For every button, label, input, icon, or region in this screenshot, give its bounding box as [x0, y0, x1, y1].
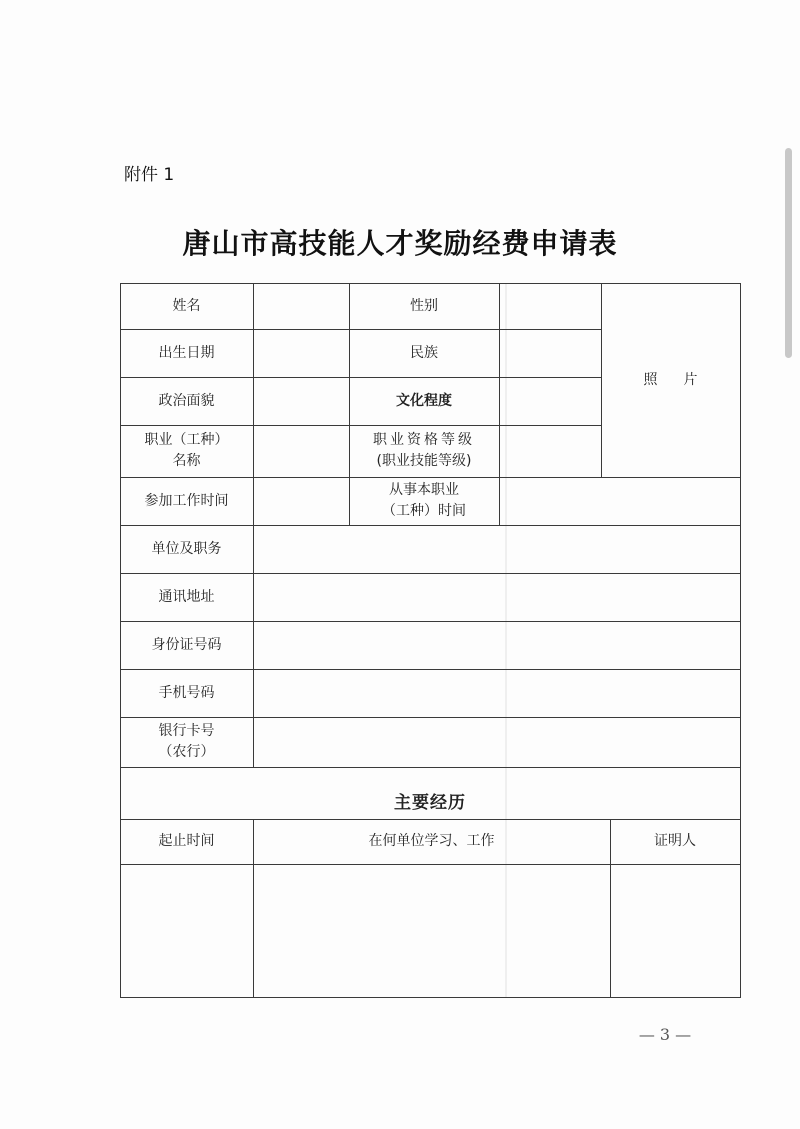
page-number: — 3 — [638, 1025, 692, 1044]
birth-date-field[interactable] [253, 329, 349, 377]
work-start-field[interactable] [253, 477, 349, 525]
qualification-label-line2: (职业技能等级) [376, 453, 472, 469]
bank-card-label [120, 717, 253, 767]
political-status-field[interactable] [253, 377, 349, 425]
address-label: 通讯地址 [158, 588, 215, 605]
qualification-field[interactable] [499, 425, 601, 477]
scrollbar-thumb[interactable] [785, 148, 792, 358]
bank-card-field[interactable] [253, 717, 740, 767]
photo-label-char1: 照 [643, 371, 658, 388]
form-title: 唐山市高技能人才奖励经费申请表 [182, 227, 618, 260]
education-label: 文化程度 [396, 392, 452, 409]
political-status-label: 政治面貌 [158, 392, 215, 409]
experience-witness-field[interactable] [610, 864, 740, 997]
gender-field[interactable] [499, 283, 601, 329]
phone-field[interactable] [253, 669, 740, 717]
unit-position-field[interactable] [253, 525, 740, 573]
photo-label-char2: 片 [683, 371, 698, 388]
experience-col-period: 起止时间 [158, 833, 215, 849]
occupation-label-line1: 职业（工种） [144, 432, 229, 448]
occupation-field[interactable] [253, 425, 349, 477]
phone-label: 手机号码 [158, 684, 215, 701]
table-border-right [740, 283, 741, 998]
career-time-field[interactable] [499, 477, 740, 525]
ethnicity-label: 民族 [410, 344, 438, 361]
occupation-label-line2: 名称 [172, 453, 201, 469]
bank-card-label-line2: （农行） [158, 744, 215, 760]
education-field[interactable] [499, 377, 601, 425]
qualification-label-line1: 职业资格等级 [373, 432, 475, 448]
work-start-label: 参加工作时间 [144, 492, 229, 509]
bank-card-label-line1: 银行卡号 [158, 723, 215, 739]
experience-col-witness: 证明人 [654, 833, 696, 849]
application-form-table [120, 283, 741, 998]
experience-where-field[interactable] [253, 864, 610, 997]
name-label: 姓名 [172, 297, 201, 314]
address-field[interactable] [253, 573, 740, 621]
name-field[interactable] [253, 283, 349, 329]
photo-box[interactable] [601, 283, 740, 477]
table-border-bottom [120, 997, 741, 998]
birth-date-label: 出生日期 [158, 344, 215, 361]
gender-label: 性别 [410, 297, 438, 314]
experience-section-title: 主要经历 [394, 792, 466, 813]
experience-period-field[interactable] [120, 864, 253, 997]
career-time-label-line1: 从事本职业 [389, 482, 459, 498]
experience-col-where: 在何单位学习、工作 [368, 833, 495, 849]
id-number-field[interactable] [253, 621, 740, 669]
occupation-label [120, 425, 253, 477]
qualification-label [349, 425, 499, 477]
attachment-label: 附件 1 [124, 165, 175, 185]
career-time-label [349, 477, 499, 525]
id-number-label: 身份证号码 [151, 636, 222, 653]
ethnicity-field[interactable] [499, 329, 601, 377]
career-time-label-line2: （工种）时间 [382, 503, 466, 519]
unit-position-label: 单位及职务 [151, 540, 222, 557]
